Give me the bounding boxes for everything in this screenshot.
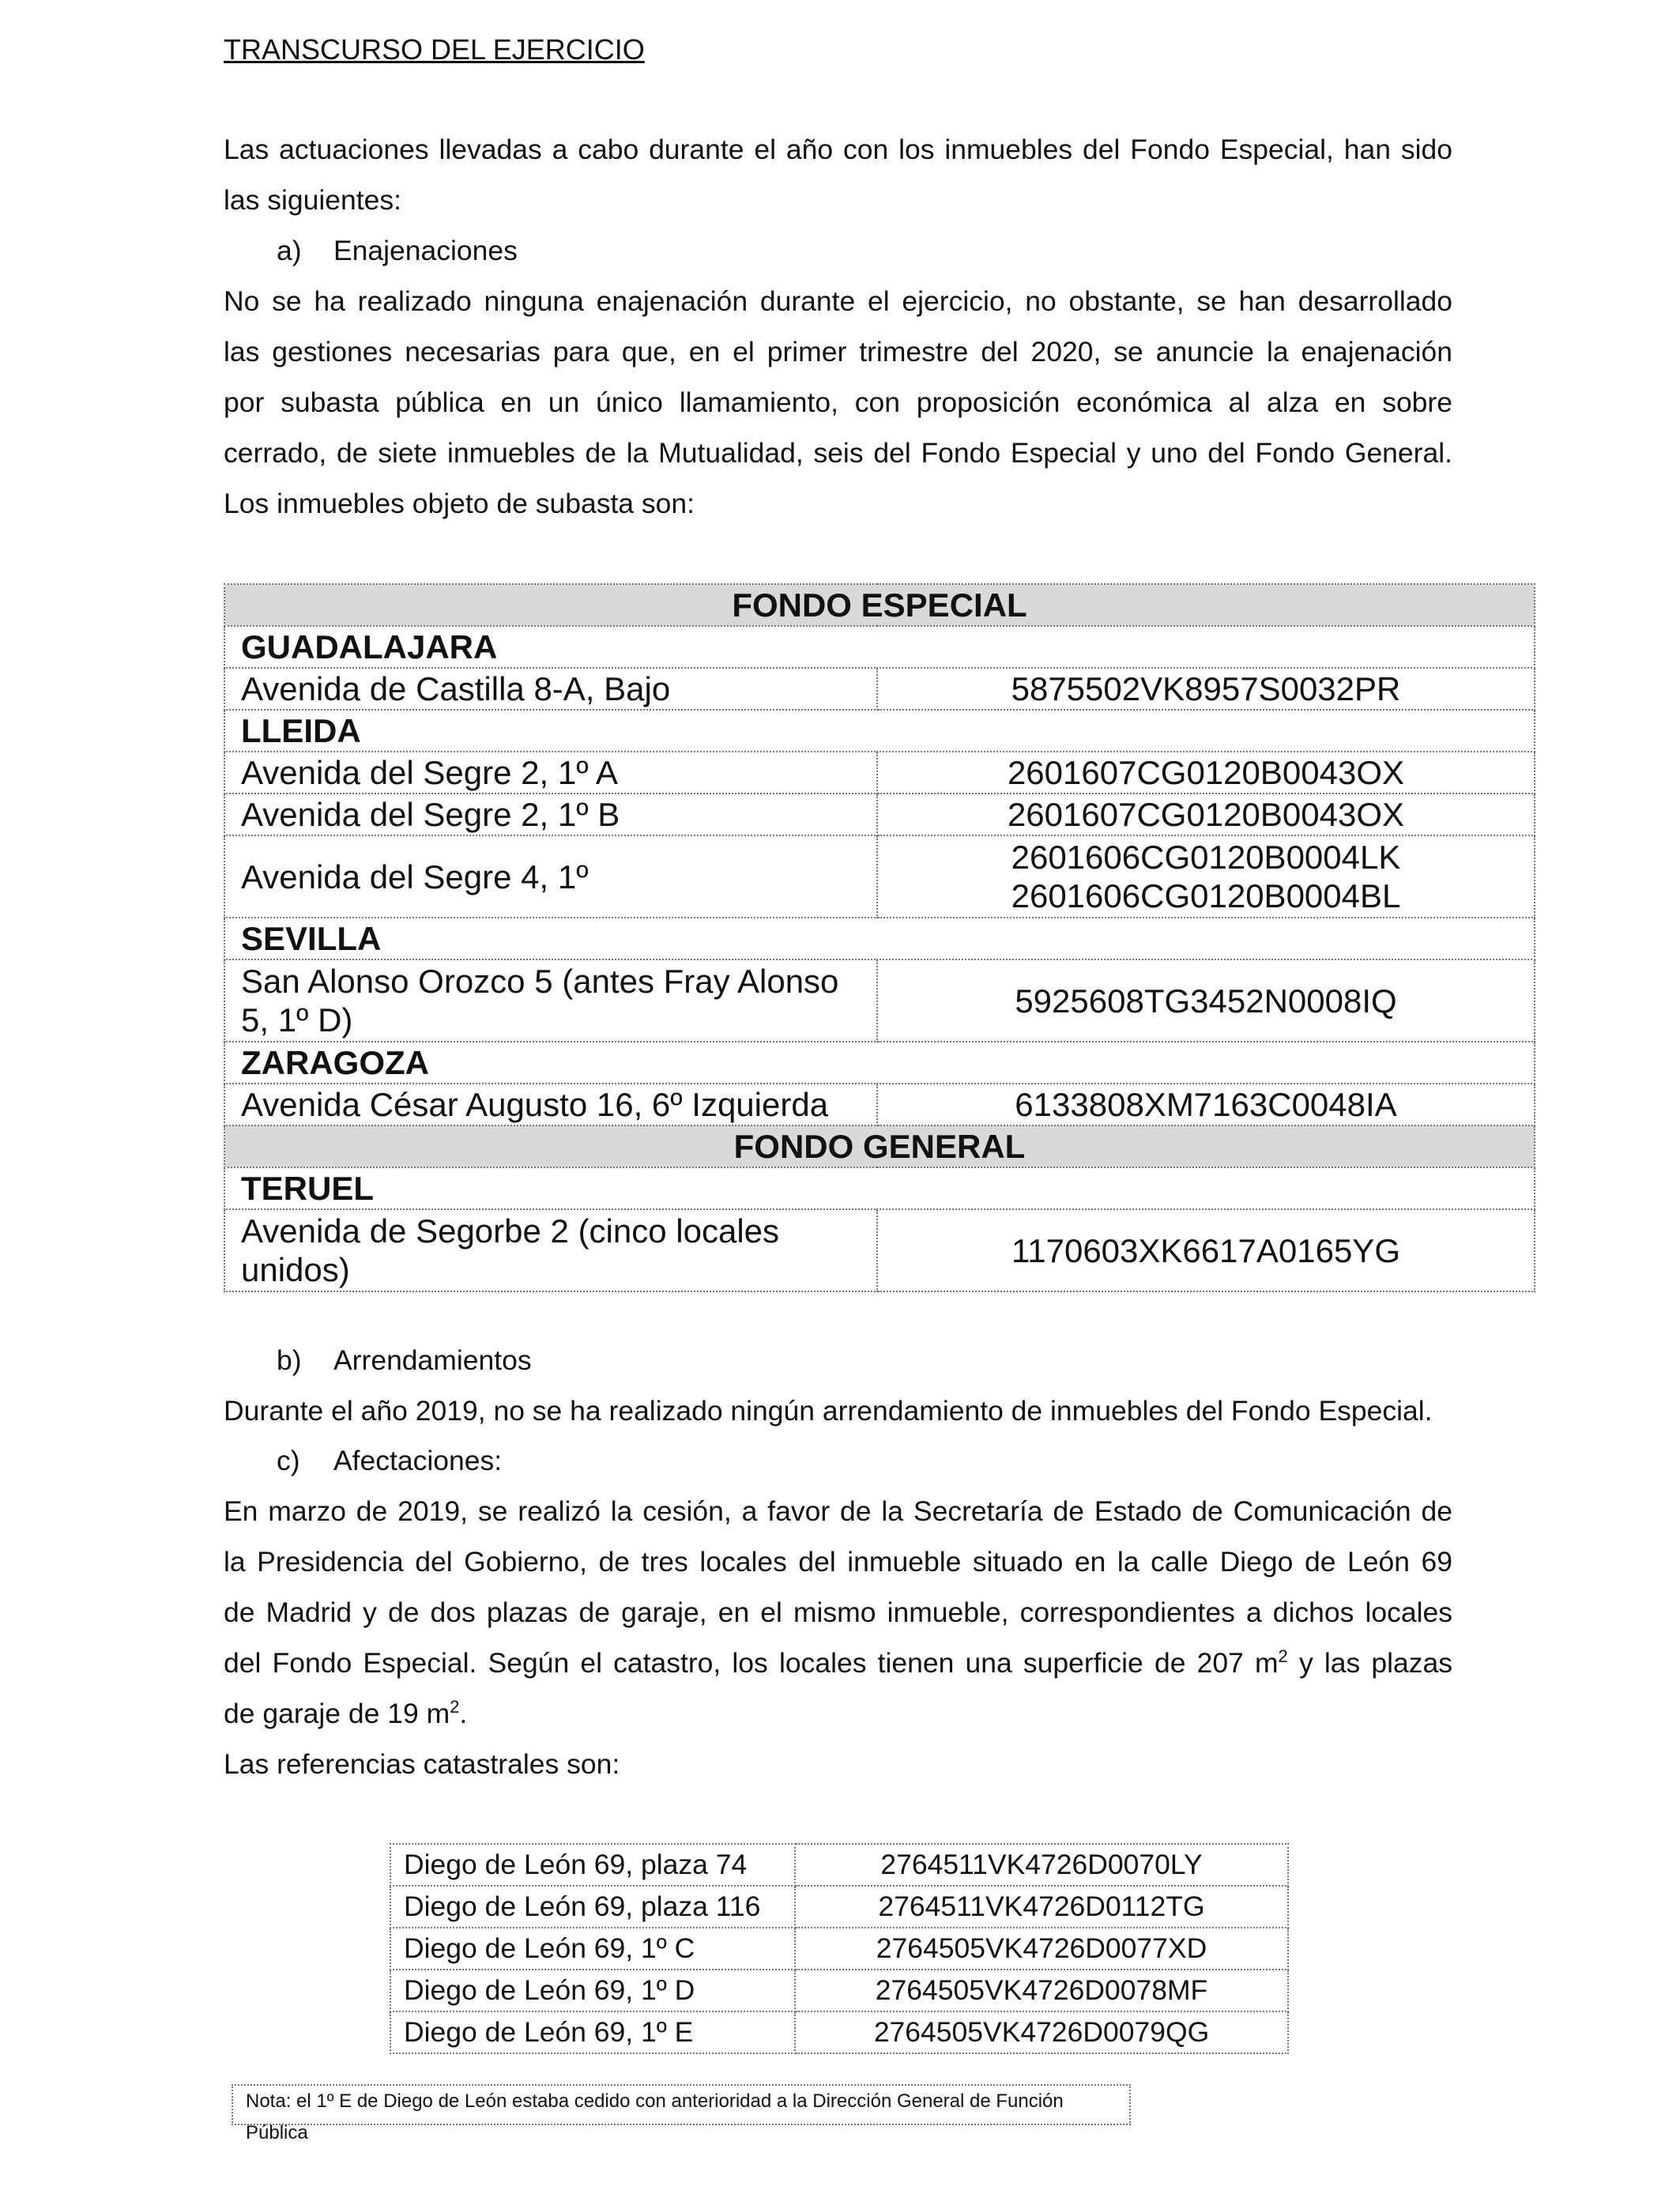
region-row xyxy=(224,918,1535,959)
superscript-2: 2 xyxy=(1278,1646,1288,1667)
region-guadalajara: GUADALAJARA xyxy=(224,626,1535,668)
fondo-especial-header: FONDO ESPECIAL xyxy=(224,584,1535,626)
para-c-line-4 xyxy=(224,1638,1452,1688)
section-b-paragraph xyxy=(224,1385,1452,1436)
region-lleida: LLEIDA xyxy=(224,710,1535,752)
table-header-row xyxy=(224,584,1535,626)
property-address: Avenida César Augusto 16, 6º Izquierda xyxy=(224,1084,877,1125)
cadastral-ref-pair xyxy=(877,835,1535,918)
table-row xyxy=(390,1970,1288,2011)
cadastral-ref: 2601606CG0120B0004BL xyxy=(1011,877,1401,914)
region-zaragoza: ZARAGOZA xyxy=(224,1042,1535,1084)
intro-line-1: Las actuaciones llevadas a cabo durante el año con los inmuebles del Fondo Especial, han sido xyxy=(224,134,1452,165)
section-b-title: Arrendamientos xyxy=(333,1344,532,1376)
property-address-cell xyxy=(224,959,877,1042)
property-address: Avenida del Segre 4, 1º xyxy=(224,835,877,918)
region-row xyxy=(224,1042,1535,1084)
cadastral-ref: 2601607CG0120B0043OX xyxy=(877,794,1535,835)
property-address: Avenida de Castilla 8-A, Bajo xyxy=(224,668,877,710)
cadastral-ref: 2764505VK4726D0078MF xyxy=(795,1970,1288,2011)
para-a-line-4: cerrado, de siete inmuebles de la Mutualidad, seis del Fondo Especial y uno del Fondo General. xyxy=(224,437,1452,469)
section-a-heading xyxy=(277,225,518,276)
region-row xyxy=(224,710,1535,752)
section-a-title: Enajenaciones xyxy=(333,235,518,266)
property-address-cell xyxy=(224,1209,877,1291)
footnote: Nota: el 1º E de Diego de León estaba cedido con anterioridad a la Dirección General de Función Pública xyxy=(232,2084,1131,2125)
section-a-paragraph xyxy=(224,276,1452,529)
property-address: Diego de León 69, 1º E xyxy=(390,2011,795,2053)
intro-paragraph xyxy=(224,124,1452,225)
region-row xyxy=(224,626,1535,668)
property-address: Diego de León 69, plaza 74 xyxy=(390,1844,795,1886)
cadastral-ref: 2764505VK4726D0079QG xyxy=(795,2011,1288,2053)
para-a-line-5: Los inmuebles objeto de subasta son: xyxy=(224,488,695,519)
cadastral-ref: 5875502VK8957S0032PR xyxy=(877,668,1535,710)
cadastral-ref: 2601606CG0120B0004LK xyxy=(1011,839,1401,876)
para-b-line: Durante el año 2019, no se ha realizado ningún arrendamiento de inmuebles del Fondo Especial. xyxy=(224,1395,1433,1427)
table-row xyxy=(390,1844,1288,1886)
table-row xyxy=(224,835,1535,918)
para-c-line-4-text: del Fondo Especial. Según el catastro, los locales tienen una superficie de 207 m xyxy=(224,1647,1279,1679)
para-a-line-1: No se ha realizado ninguna enajenación durante el ejercicio, no obstante, se han desarrollado xyxy=(224,285,1452,317)
property-address: Avenida del Segre 2, 1º B xyxy=(224,794,877,835)
table-row xyxy=(224,794,1535,835)
region-sevilla: SEVILLA xyxy=(224,918,1535,959)
cadastral-references-table xyxy=(390,1843,1289,2054)
section-c-paragraph xyxy=(224,1486,1452,1789)
table-row xyxy=(224,752,1535,794)
cadastral-ref: 6133808XM7163C0048IA xyxy=(877,1084,1535,1125)
section-a-marker: a) xyxy=(277,235,302,266)
section-c-heading xyxy=(277,1435,502,1486)
para-c-line-5 xyxy=(224,1688,1452,1739)
intro-line-2: las siguientes: xyxy=(224,184,401,216)
property-address-cont: 5, 1º D) xyxy=(241,1001,353,1039)
table-header-row xyxy=(224,1125,1535,1167)
para-c-line-3: de Madrid y de dos plazas de garaje, en el mismo inmueble, correspondientes a dichos locales xyxy=(224,1596,1452,1628)
para-a-line-2: las gestiones necesarias para que, en el primer trimestre del 2020, se anuncie la enajenación xyxy=(224,336,1452,368)
para-c-line-5-end: . xyxy=(459,1698,468,1729)
superscript-2: 2 xyxy=(450,1697,460,1717)
section-b-heading xyxy=(277,1335,532,1385)
cadastral-ref: 1170603XK6617A0165YG xyxy=(877,1209,1535,1291)
para-c-line-2: la Presidencia del Gobierno, de tres locales del inmueble situado en la calle Diego de León 69 xyxy=(224,1546,1452,1578)
para-c-line-5-text: de garaje de 19 m xyxy=(224,1698,450,1729)
para-a-line-3: por subasta pública en un único llamamiento, con proposición económica al alza en sobre xyxy=(224,386,1452,418)
para-c-line-4-end: y las plazas xyxy=(1287,1647,1453,1679)
auction-properties-table xyxy=(224,583,1535,1292)
refs-intro: Las referencias catastrales son: xyxy=(224,1748,620,1780)
table-row xyxy=(224,959,1535,1042)
region-teruel: TERUEL xyxy=(224,1167,1535,1209)
region-row xyxy=(224,1167,1535,1209)
cadastral-ref: 2601607CG0120B0043OX xyxy=(877,752,1535,794)
fondo-general-header: FONDO GENERAL xyxy=(224,1125,1535,1167)
para-c-line-1: En marzo de 2019, se realizó la cesión, a favor de la Secretaría de Estado de Comunicación de xyxy=(224,1495,1452,1527)
cadastral-ref: 2764505VK4726D0077XD xyxy=(795,1928,1288,1970)
property-address: San Alonso Orozco 5 (antes Fray Alonso xyxy=(241,963,839,1000)
property-address: Diego de León 69, plaza 116 xyxy=(390,1886,795,1928)
table-row xyxy=(224,668,1535,710)
cadastral-ref: 2764511VK4726D0070LY xyxy=(795,1844,1288,1886)
property-address-cont: unidos) xyxy=(241,1251,350,1288)
section-c-title: Afectaciones: xyxy=(333,1445,503,1476)
property-address: Diego de León 69, 1º C xyxy=(390,1928,795,1970)
cadastral-ref: 2764511VK4726D0112TG xyxy=(795,1886,1288,1928)
section-c-marker: c) xyxy=(277,1445,300,1476)
section-b-marker: b) xyxy=(277,1344,302,1376)
property-address: Avenida del Segre 2, 1º A xyxy=(224,752,877,794)
table-row xyxy=(224,1209,1535,1291)
property-address: Avenida de Segorbe 2 (cinco locales xyxy=(241,1212,780,1250)
page-title: TRANSCURSO DEL EJERCICIO xyxy=(224,33,645,66)
table-row xyxy=(224,1084,1535,1125)
property-address: Diego de León 69, 1º D xyxy=(390,1970,795,2011)
table-row xyxy=(390,2011,1288,2053)
table-row xyxy=(390,1886,1288,1928)
cadastral-ref: 5925608TG3452N0008IQ xyxy=(877,959,1535,1042)
table-row xyxy=(390,1928,1288,1970)
